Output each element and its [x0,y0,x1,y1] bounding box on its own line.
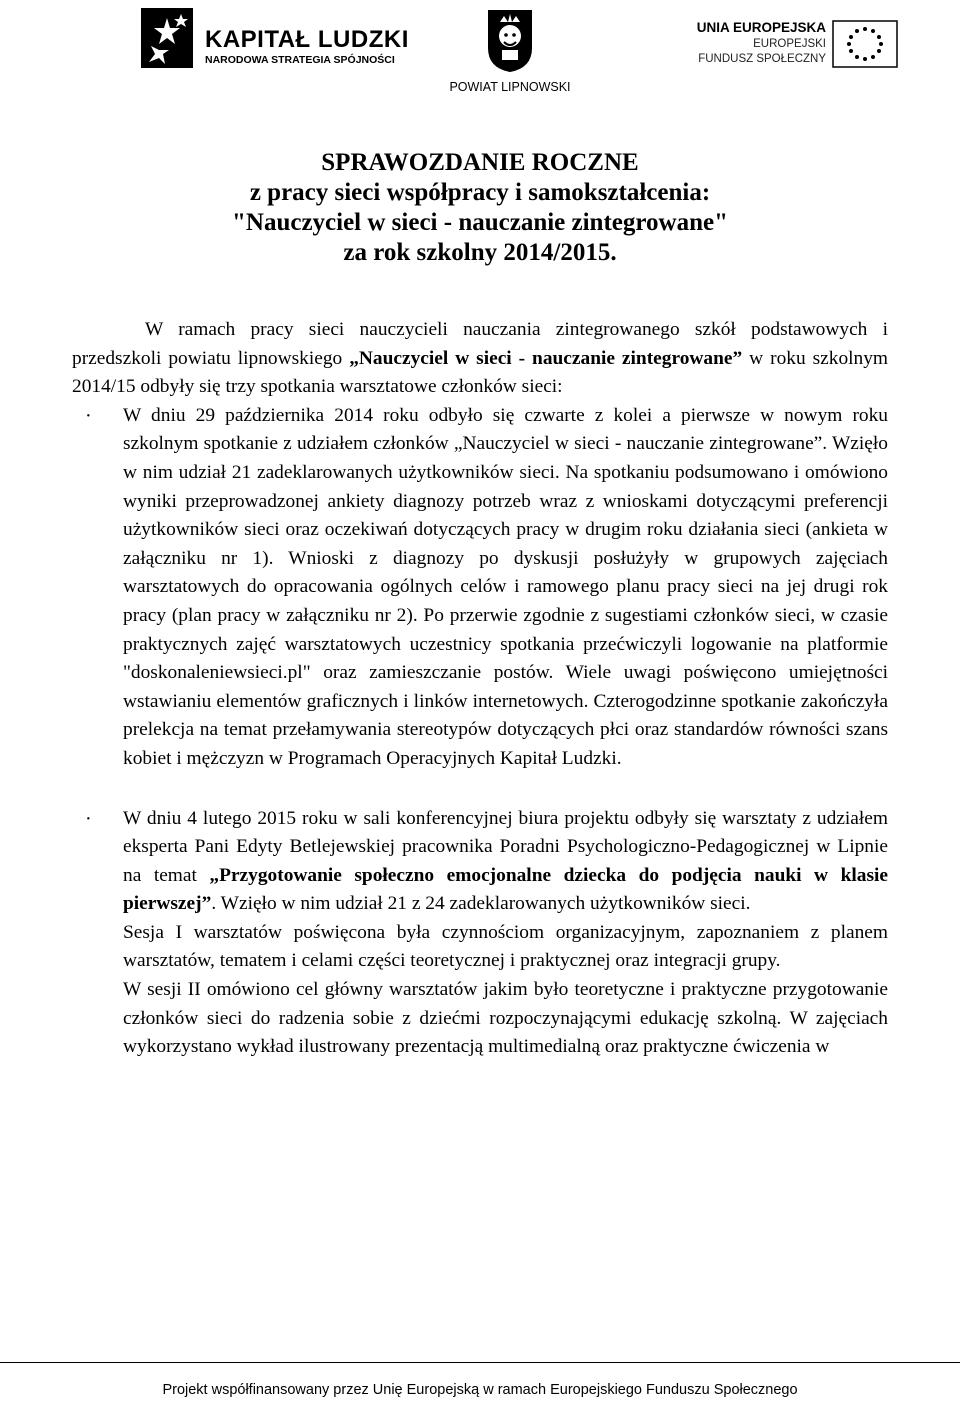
page-header [0,0,960,110]
workshop-topic-bold: „Przygotowanie społeczno emocjonalne dziecka do podjęcia nauki w klasie pierwszej” [123,864,888,915]
eu-flag-icon [832,20,898,68]
meeting-2-text [123,805,888,919]
title-line-2: z pracy sieci współpracy i samokształcenia: [249,179,711,206]
session-1-text: Sesja I warsztatów poświęcona była czynnościom organizacyjnym, zapoznaniem z planem warsztatów, tematem i celami części teoretycznej i praktycznej oraz integracji grupy. [123,921,888,972]
kapital-ludzki-title: KAPITAŁ LUDZKI [205,26,409,53]
list-item [72,402,888,774]
ue-line1: UNIA EUROPEJSKA [696,20,826,35]
meeting-2-text-end: . Wzięło w nim udział 21 z 24 zadeklarowanych użytkowników sieci. [211,893,751,915]
coat-of-arms-icon [486,8,534,74]
powiat-lipnowski-logo [440,8,580,98]
meetings-list [72,402,888,1062]
meeting-2-text-start: W dniu 4 lutego 2015 roku w sali konferencyjnej biura projektu odbyły się warsztaty z udziałem eksperta Pani Edyty Betlejewskiej pracownika Poradni Psychologiczno-Pedagogicznej w Lipnie na temat [123,807,888,886]
kapital-ludzki-emblem-icon [137,6,197,72]
ue-logo [688,20,908,80]
list-item [72,805,888,1062]
powiat-caption: POWIAT LIPNOWSKI [449,80,571,94]
intro-text-1: W ramach pracy sieci nauczycieli nauczania zintegrowanego szkół podstawowych i przedszkoli powiatu lipnowskiego [72,319,888,369]
kapital-ludzki-logo [137,6,409,76]
intro-paragraph [72,316,888,402]
title-line-4: za rok szkolny 2014/2015. [343,239,617,266]
report-body [72,316,888,1062]
ue-line3: FUNDUSZ SPOŁECZNY [698,53,826,65]
bullet-icon: · [85,404,92,427]
meeting-1-text: W dniu 29 października 2014 roku odbyło się czwarte z kolei a pierwsze w nowym roku szkolnym spotkanie z udziałem członków „Nauczyciel w sieci - nauczanie zintegrowane”. Wzięło w nim udział 21 zadeklarowanych użytkowników sieci. Na spotkaniu podsumowano i omówiono wyniki przeprowadzonej ankiety diagnozy potrzeb wraz z wnioskami dotyczącymi preferencji użytkowników sieci oraz oczekiwań dotyczących pracy w drugim roku działania sieci (ankieta w załączniku nr 1). Wnioski z diagnozy po dyskusji posłużyły w grupowych zajęciach warsztatowych do opracowania ogólnych celów i ramowego planu pracy sieci na jej drugi rok pracy (plan pracy w załączniku nr 2). Po przerwie zgodnie z sugestiami członków sieci, w czasie praktycznych zajęć warsztatowych uczestnicy spotkania przećwiczyli logowanie na platformie "doskonaleniewsieci.pl" oraz zamieszczanie postów. Wiele uwagi poświęcono umiejętności wstawianiu elementów graficznych i linków internetowych. Czterogodzinne spotkanie zakończyła prelekcja na temat przełamywania stereotypów dotyczących płci oraz standardów równości szans kobiet i mężczyzn w Programach Operacyjnych Kapitał Ludzki. [123,404,888,769]
report-title [0,148,960,268]
intro-text-2: w roku szkolnym 2014/15 odbyły się trzy spotkania warsztatowe członków sieci: [72,347,889,398]
footer-divider [0,1362,960,1363]
bullet-icon: · [85,807,92,830]
session-2-text: W sesji II omówiono cel główny warsztatów jakim było teoretyczne i praktyczne przygotowanie członków sieci do radzenia sobie z dziećmi rozpoczynającymi edukację szkolną. W zajęciach wykorzystano wykład ilustrowany prezentacją multimedialną oraz praktyczne ćwiczenia w [123,979,888,1058]
title-line-1: SPRAWOZDANIE ROCZNE [321,149,639,176]
network-name-bold: „Nauczyciel w sieci - nauczanie zintegrowane” [349,347,743,369]
footer-text: Projekt współfinansowany przez Unię Europejską w ramach Europejskiego Funduszu Społecznego [162,1382,798,1398]
title-line-3: "Nauczyciel w sieci - nauczanie zintegrowane" [232,209,728,236]
kapital-ludzki-subtitle: NARODOWA STRATEGIA SPÓJNOŚCI [205,54,395,66]
list-spacer [72,774,888,805]
ue-line2: EUROPEJSKI [753,38,826,50]
